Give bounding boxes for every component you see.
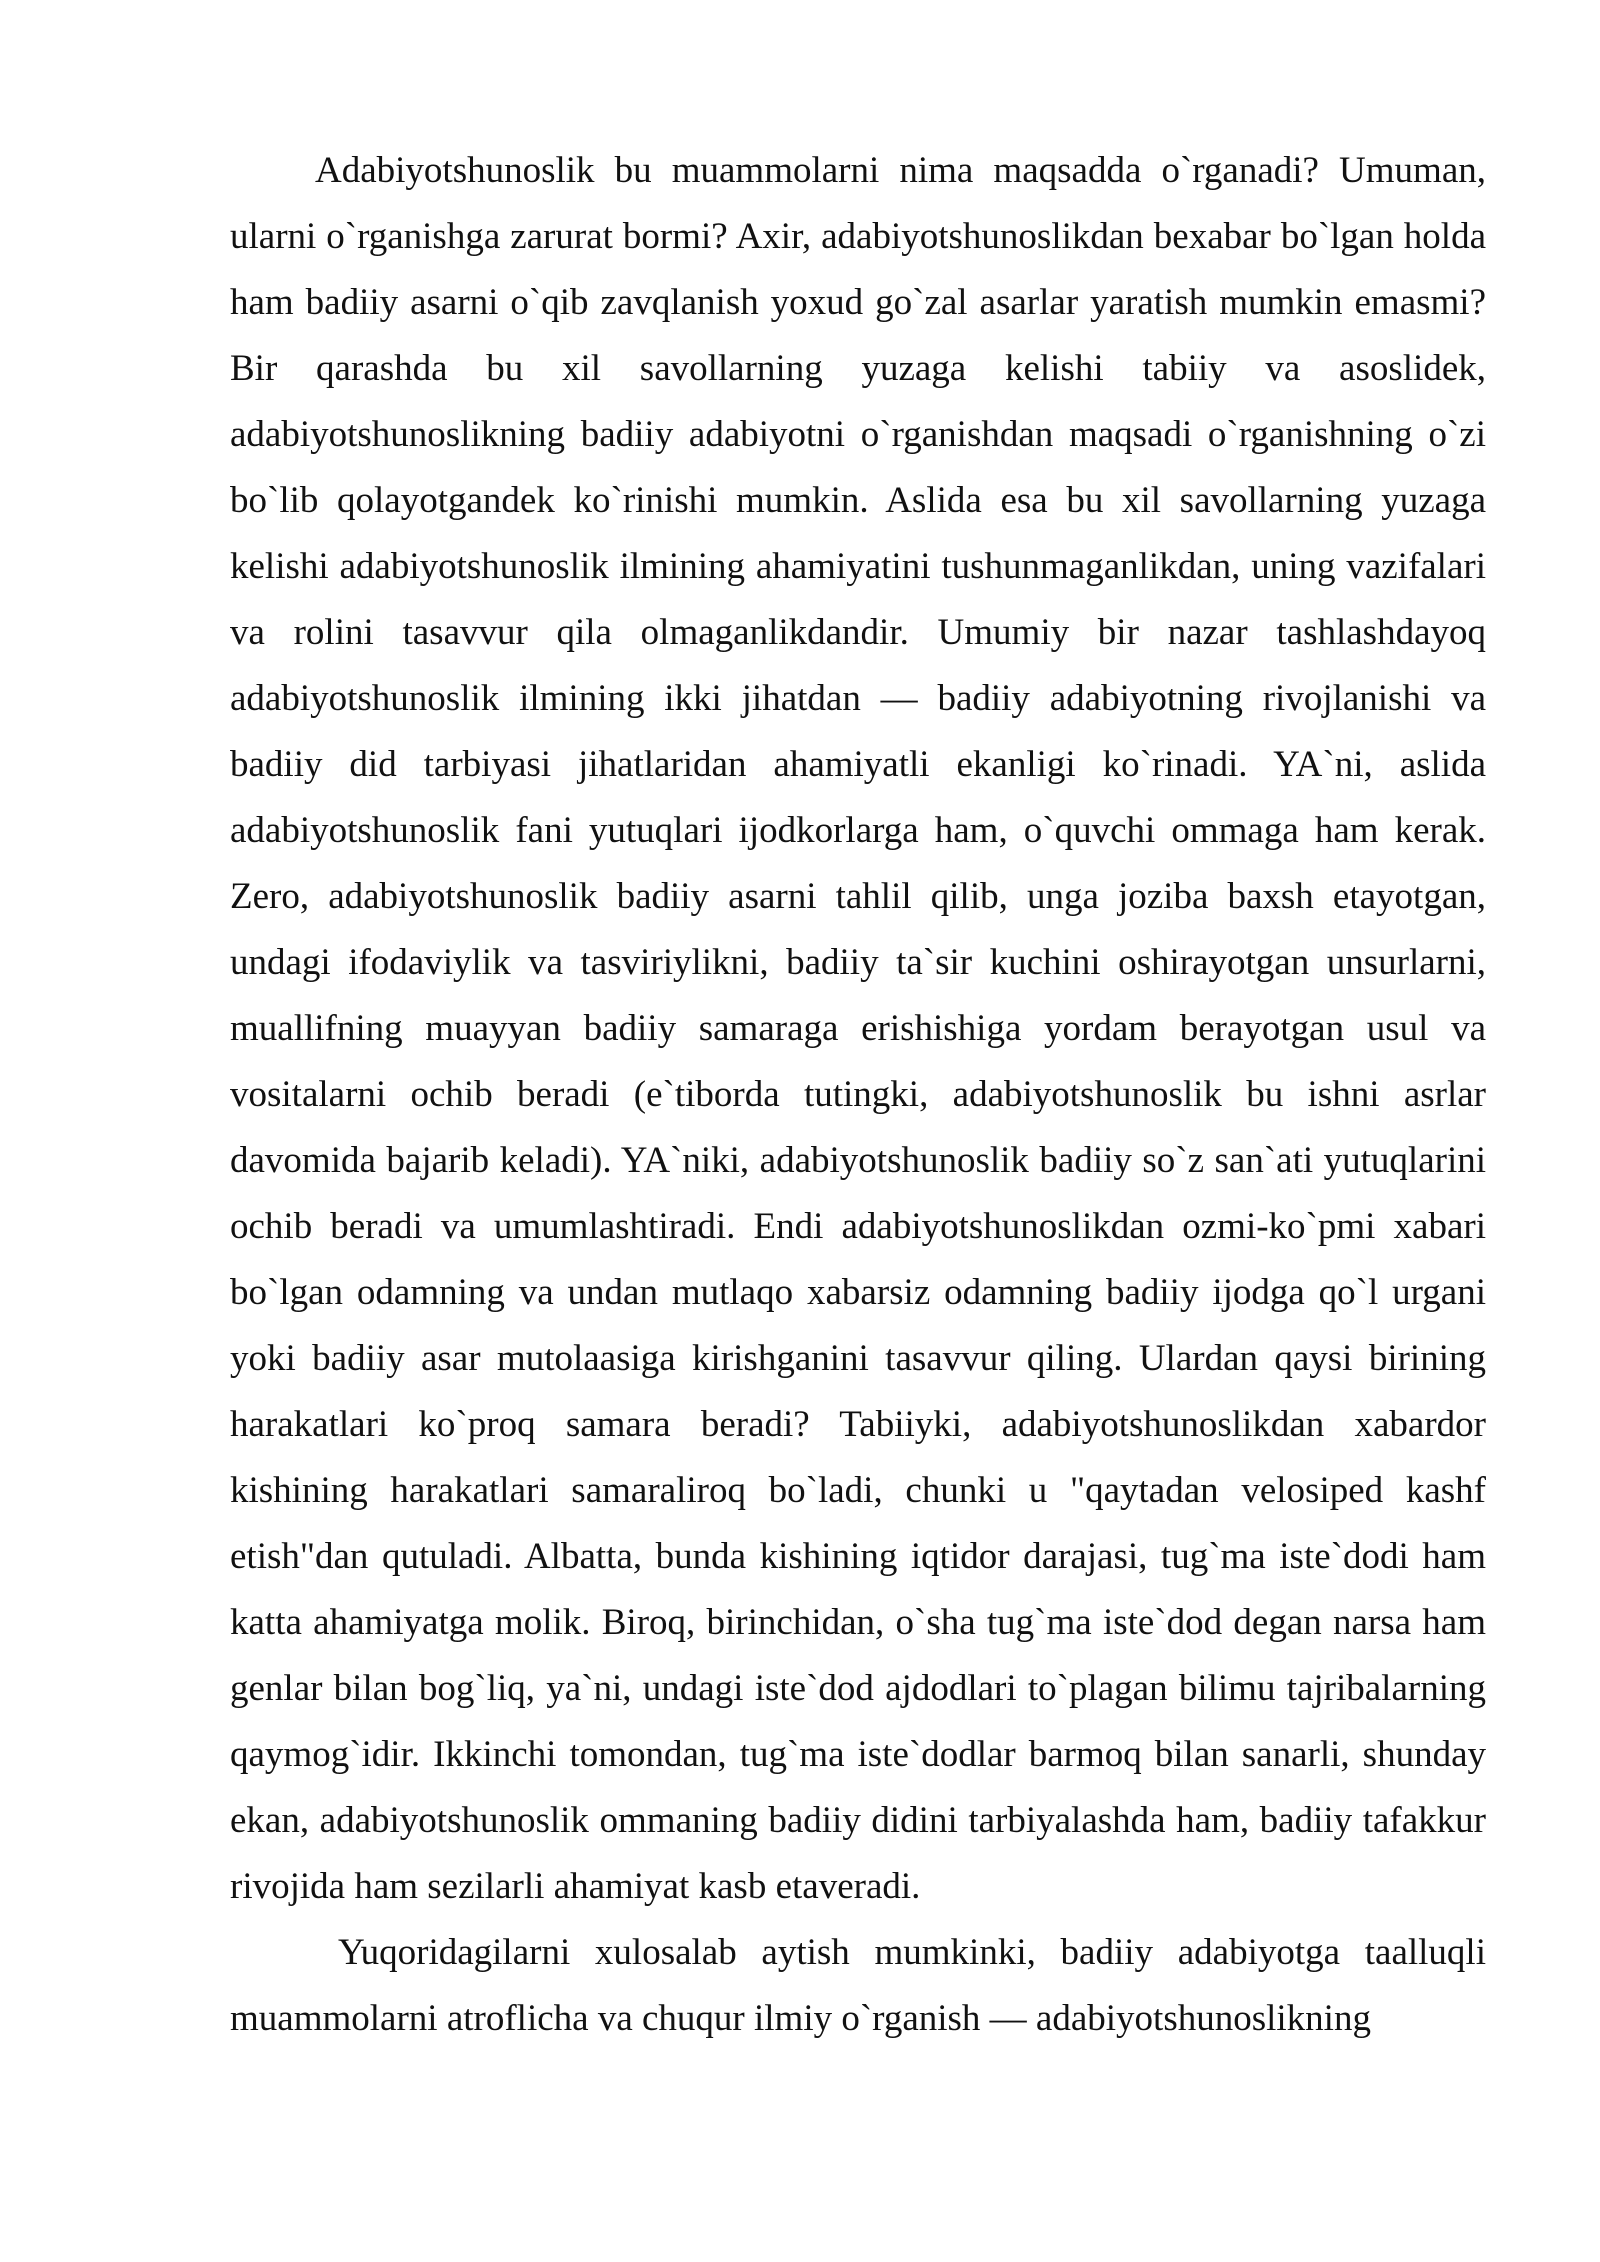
paragraph-1: Adabiyotshunoslik bu muammolarni nima maqsadda o`rganadi? Umuman, ularni o`rganishga zarurat bormi? Axir, adabiyotshunoslikdan bexabar bo`lgan holda ham badiiy asarni o`qib zavqlanish yoxud go`zal asarlar yaratish mumkin emasmi? Bir qarashda bu xil savollarning yuzaga kelishi tabiiy va asoslidek, adabiyotshunoslikning badiiy adabiyotni o`rganishdan maqsadi o`rganishning o`zi bo`lib qolayotgandek ko`rinishi mumkin. Aslida esa bu xil savollarning yuzaga kelishi adabiyotshunoslik ilmining ahamiyatini tushunmaganlikdan, uning vazifalari va rolini tasavvur qila olmaganlikdandir. Umumiy bir nazar tashlashdayoq adabiyotshunoslik ilmining ikki jihatdan — badiiy adabiyotning rivojlanishi va badiiy did tarbiyasi jihatlaridan ahamiyatli ekanligi ko`rinadi. YA`ni, aslida adabiyotshunoslik fani yutuqlari ijodkorlarga ham, o`quvchi ommaga ham kerak. Zero, adabiyotshunoslik badiiy asarni tahlil qilib, unga joziba baxsh etayotgan, undagi ifodaviylik va tasviriylikni, badiiy ta`sir kuchini oshirayotgan unsurlarni, muallifning muayyan badiiy samaraga erishishiga yordam berayotgan usul va vositalarni ochib beradi (e`tiborda tutingki, adabiyotshunoslik bu ishni asrlar davomida bajarib keladi). YA`niki, adabiyotshunoslik badiiy so`z san`ati yutuqlarini ochib beradi va umumlashtiradi. Endi adabiyotshunoslikdan ozmi-ko`pmi xabari bo`lgan odamning va undan mutlaqo xabarsiz odamning badiiy ijodga qo`l urgani yoki badiiy asar mutolaasiga kirishganini tasavvur qiling. Ulardan qaysi birining harakatlari ko`proq samara beradi? Tabiiyki, adabiyotshunoslikdan xabardor kishining harakatlari samaraliroq bo`ladi, chunki u "qaytadan velosiped kashf etish"dan qutuladi. Albatta, bunda kishining iqtidor darajasi, tug`ma iste`dodi ham katta ahamiyatga molik. Biroq, birinchidan, o`sha tug`ma iste`dod degan narsa ham genlar bilan bog`liq, ya`ni, undagi iste`dod ajdodlari to`plagan bilimu tajribalarning qaymog`idir. Ikkinchi tomondan, tug`ma iste`dodlar barmoq bilan sanarli, shunday ekan, adabiyotshunoslik ommaning badiiy didini tarbiyalashda ham, badiiy tafakkur rivojida ham sezilarli ahamiyat kasb etaveradi. bbox=[230, 150, 1486, 1907]
paragraph-2: Yuqoridagilarni xulosalab aytish mumkinki, badiiy adabiyotga taalluqli muammolarni atroflicha va chuqur ilmiy o`rganish — adabiyotshunoslikning bbox=[230, 1932, 1486, 2039]
body-text bbox=[230, 138, 1486, 2052]
